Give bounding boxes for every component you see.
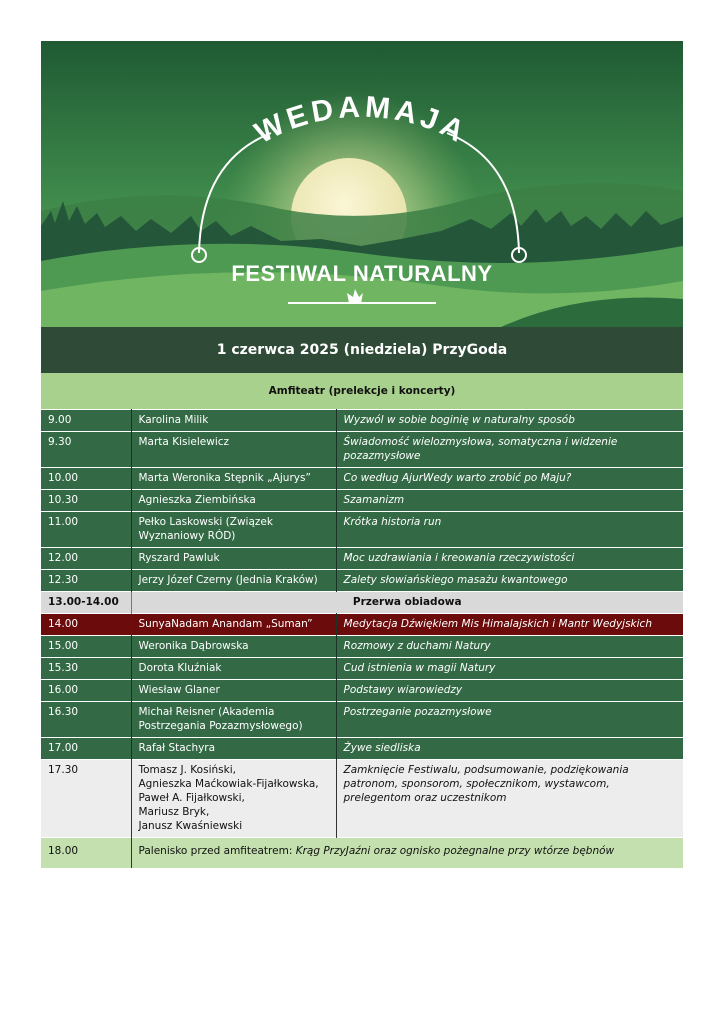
session-time: 16.30 — [41, 702, 131, 738]
schedule-row — [41, 636, 683, 658]
schedule-row — [41, 490, 683, 512]
special-row — [41, 614, 683, 636]
session-speaker: Marta Weronika Stępnik „Ajurys” — [131, 468, 336, 490]
closing-row — [41, 760, 683, 838]
session-topic: Krótka historia run — [336, 512, 683, 548]
session-time: 15.00 — [41, 636, 131, 658]
date-line: 1 czerwca 2025 (niedziela) PrzyGoda — [41, 327, 683, 373]
closing-speakers — [131, 760, 336, 838]
closing-speaker: Paweł A. Fijałkowski, — [138, 792, 245, 804]
lunch-break-row — [41, 592, 683, 614]
schedule-row — [41, 570, 683, 592]
session-speaker: Jerzy Józef Czerny (Jednia Kraków) — [131, 570, 336, 592]
session-time: 9.00 — [41, 410, 131, 432]
session-speaker: Michał Reisner (Akademia Postrzegania Pozazmysłowego) — [131, 702, 336, 738]
schedule-row — [41, 738, 683, 760]
session-speaker: Ryszard Pawluk — [131, 548, 336, 570]
closing-speaker: Mariusz Bryk, — [138, 806, 210, 818]
closing-speaker: Tomasz J. Kosiński, — [138, 764, 236, 776]
schedule-row — [41, 468, 683, 490]
session-time: 15.30 — [41, 658, 131, 680]
schedule-afternoon — [41, 636, 683, 760]
session-speaker: Rafał Stachyra — [131, 738, 336, 760]
session-time: 12.30 — [41, 570, 131, 592]
session-time: 11.00 — [41, 512, 131, 548]
session-topic: Rozmowy z duchami Natury — [336, 636, 683, 658]
schedule-row — [41, 432, 683, 468]
program-sheet — [41, 41, 683, 868]
schedule-row — [41, 548, 683, 570]
session-time: 12.00 — [41, 548, 131, 570]
logo-arc-text: WEDAMAJA — [249, 90, 473, 151]
final-text-italic: Krąg PrzyJaźni oraz ognisko pożegnalne przy wtórze bębnów — [295, 845, 615, 857]
session-speaker: Agnieszka Ziembińska — [131, 490, 336, 512]
session-topic: Podstawy wiarowiedzy — [336, 680, 683, 702]
final-text-plain: Palenisko przed amfiteatrem: — [138, 845, 296, 857]
final-text — [131, 838, 683, 869]
venue-heading: Amfiteatr (prelekcje i koncerty) — [41, 373, 683, 409]
session-speaker: Dorota Kluźniak — [131, 658, 336, 680]
final-time: 18.00 — [41, 838, 131, 869]
session-time: 10.00 — [41, 468, 131, 490]
session-time: 16.00 — [41, 680, 131, 702]
session-topic: Świadomość wielozmysłowa, somatyczna i widzenie pozazmysłowe — [336, 432, 683, 468]
schedule-row — [41, 410, 683, 432]
session-topic: Cud istnienia w magii Natury — [336, 658, 683, 680]
session-speaker: Marta Kisielewicz — [131, 432, 336, 468]
special-time: 14.00 — [41, 614, 131, 636]
session-time: 9.30 — [41, 432, 131, 468]
closing-speaker: Agnieszka Maćkowiak-Fijałkowska, — [138, 778, 319, 790]
session-topic: Co według AjurWedy warto zrobić po Maju? — [336, 468, 683, 490]
session-speaker: Weronika Dąbrowska — [131, 636, 336, 658]
festival-banner — [41, 41, 683, 327]
closing-speaker: Janusz Kwaśniewski — [138, 820, 243, 832]
break-label: Przerwa obiadowa — [131, 592, 683, 614]
session-topic: Postrzeganie pozazmysłowe — [336, 702, 683, 738]
session-topic: Moc uzdrawiania i kreowania rzeczywistości — [336, 548, 683, 570]
schedule-row — [41, 658, 683, 680]
session-topic: Wyzwól w sobie boginię w naturalny sposób — [336, 410, 683, 432]
session-topic: Szamanizm — [336, 490, 683, 512]
schedule-row — [41, 702, 683, 738]
schedule-morning — [41, 410, 683, 592]
session-speaker: Karolina Milik — [131, 410, 336, 432]
final-row — [41, 838, 683, 869]
schedule-row — [41, 680, 683, 702]
special-speaker: SunyaNadam Anandam „Suman” — [131, 614, 336, 636]
closing-time: 17.30 — [41, 760, 131, 838]
session-topic: Żywe siedliska — [336, 738, 683, 760]
schedule-table — [41, 409, 683, 868]
session-topic: Zalety słowiańskiego masażu kwantowego — [336, 570, 683, 592]
session-speaker: Pełko Laskowski (Związek Wyznaniowy RÓD) — [131, 512, 336, 548]
break-time: 13.00-14.00 — [41, 592, 131, 614]
session-time: 10.30 — [41, 490, 131, 512]
special-topic: Medytacja Dźwiękiem Mis Himalajskich i Mantr Wedyjskich — [336, 614, 683, 636]
session-speaker: Wiesław Glaner — [131, 680, 336, 702]
closing-topic: Zamknięcie Festiwalu, podsumowanie, podziękowania patronom, sponsorom, społecznikom, wystawcom, prelegentom oraz uczestnikom — [336, 760, 683, 838]
festival-name: FESTIWAL NATURALNY — [231, 261, 493, 286]
schedule-row — [41, 512, 683, 548]
session-time: 17.00 — [41, 738, 131, 760]
